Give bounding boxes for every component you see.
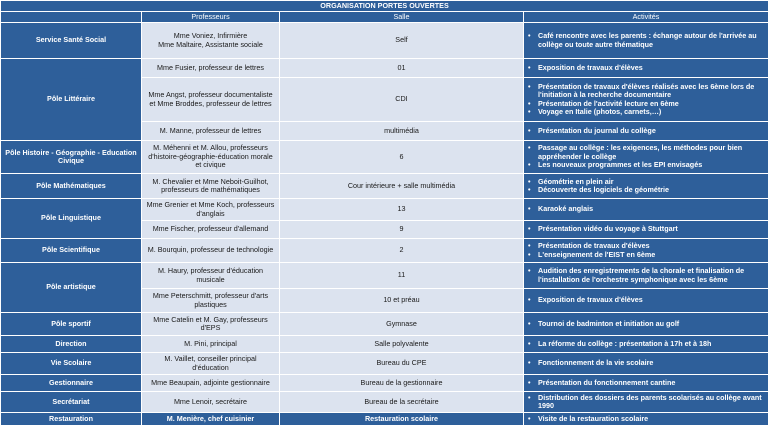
prof-cell: M. Chevalier et Mme Neboit-Guilhot, professeurs de mathématiques [142,174,280,199]
activites-cell [524,413,768,426]
title-row [1,1,768,12]
salle-cell: Cour intérieure + salle multimédia [280,174,524,199]
pole-cell: Pôle sportif [1,313,142,336]
prof-cell: Mme Peterschmitt, professeur d'arts plastiques [142,289,280,313]
table-row [1,392,768,413]
prof-cell: M. Haury, professeur d'éducation musicale [142,263,280,289]
prof-cell: Mme Voniez, Infirmière Mme Maltaire, Assistante sociale [142,23,280,59]
prof-cell: Mme Grenier et Mme Koch, professeurs d'anglais [142,199,280,221]
activity-item: • La réforme du collège : présentation à 17h et à 18h [528,340,764,348]
salle-cell: Salle polyvalente [280,336,524,353]
activites-cell [524,392,768,413]
header-professeurs: Professeurs [142,12,280,23]
activites-cell [524,289,768,313]
table-row [1,174,768,199]
activity-item: • Présentation du fonctionnement cantine [528,379,764,387]
activites-cell [524,353,768,375]
prof-cell: Mme Lenoir, secrétaire [142,392,280,413]
activites-cell [524,78,768,122]
salle-cell: multimédia [280,122,524,141]
table-row [1,239,768,263]
activity-item: • Exposition de travaux d'élèves [528,64,764,72]
activity-item: • Géométrie en plein air [528,178,764,186]
activity-item: • Exposition de travaux d'élèves [528,296,764,304]
salle-cell: 11 [280,263,524,289]
prof-cell: Mme Catelin et M. Gay, professeurs d'EPS [142,313,280,336]
table-row [1,353,768,375]
activites-cell [524,141,768,174]
activity-item: • Voyage en Italie (photos, carnets,…) [528,108,764,116]
prof-cell: Mme Fusier, professeur de lettres [142,59,280,78]
activites-cell [524,375,768,392]
salle-cell: Restauration scolaire [280,413,524,426]
activites-cell [524,174,768,199]
pole-cell: Service Santé Social [1,23,142,59]
prof-cell: M. Menière, chef cuisinier [142,413,280,426]
pole-cell: Secrétariat [1,392,142,413]
table-row [1,313,768,336]
activity-item: • Tournoi de badminton et initiation au golf [528,320,764,328]
activity-item: • Café rencontre avec les parents : échange autour de l'arrivée au collège ou toute autre thématique [528,32,764,49]
pole-cell: Pôle Mathématiques [1,174,142,199]
activites-cell [524,122,768,141]
pole-cell: Direction [1,336,142,353]
salle-cell: Bureau du CPE [280,353,524,375]
activity-item: • Présentation de l'activité lecture en 6ème [528,100,764,108]
pole-cell: Pôle Histoire - Géographie - Education Civique [1,141,142,174]
table-row [1,23,768,59]
activites-cell [524,221,768,239]
activites-cell [524,313,768,336]
prof-cell: M. Vaillet, conseiller principal d'éducation [142,353,280,375]
activity-item: • Passage au collège : les exigences, les méthodes pour bien appréhender le collège [528,144,764,161]
activity-item: • Présentation du journal du collège [528,127,764,135]
activites-cell [524,263,768,289]
header-pole [1,12,142,23]
salle-cell: 10 et préau [280,289,524,313]
activity-item: • L'enseignement de l'EIST en 6ème [528,251,764,259]
activites-cell [524,59,768,78]
salle-cell: Self [280,23,524,59]
prof-cell: Mme Beaupain, adjointe gestionnaire [142,375,280,392]
salle-cell: CDI [280,78,524,122]
prof-cell: M. Manne, professeur de lettres [142,122,280,141]
prof-cell: M. Pini, principal [142,336,280,353]
header-row [1,12,768,23]
table-row [1,336,768,353]
pole-cell: Restauration [1,413,142,426]
pole-cell: Vie Scolaire [1,353,142,375]
salle-cell: Gymnase [280,313,524,336]
pole-cell: Pôle artistique [1,263,142,313]
table-row [1,199,768,221]
activity-item: • Présentation vidéo du voyage à Stuttgart [528,225,764,233]
header-activites: Activités [524,12,768,23]
activity-item: • Présentation de travaux d'élèves [528,242,764,250]
table-row [1,59,768,78]
activity-item: • Visite de la restauration scolaire [528,415,764,423]
salle-cell: 9 [280,221,524,239]
salle-cell: 13 [280,199,524,221]
pole-cell: Gestionnaire [1,375,142,392]
prof-cell: M. Méhenni et M. Allou, professeurs d'histoire-géographie-éducation morale et civique [142,141,280,174]
activity-item: • Distribution des dossiers des parents scolarisés au collège avant 1990 [528,394,764,411]
activity-item: • Les nouveaux programmes et les EPI envisagés [528,161,764,169]
salle-cell: Bureau de la gestionnaire [280,375,524,392]
table-row [1,141,768,174]
activites-cell [524,23,768,59]
salle-cell: Bureau de la secrétaire [280,392,524,413]
activity-item: • Présentation de travaux d'élèves réalisés avec les 6ème lors de l'initiation à la recherche documentaire [528,83,764,100]
activity-item: • Découverte des logiciels de géométrie [528,186,764,194]
activity-item: • Fonctionnement de la vie scolaire [528,359,764,367]
activites-cell [524,336,768,353]
salle-cell: 01 [280,59,524,78]
pole-cell: Pôle Littéraire [1,59,142,141]
prof-cell: Mme Fischer, professeur d'allemand [142,221,280,239]
activity-item: • Audition des enregistrements de la chorale et finalisation de l'installation de l'orchestre symphonique avec les 6ème [528,267,764,284]
salle-cell: 6 [280,141,524,174]
prof-cell: Mme Angst, professeur documentaliste et Mme Broddes, professeur de lettres [142,78,280,122]
table-row [1,375,768,392]
pole-cell: Pôle Linguistique [1,199,142,239]
activites-cell [524,239,768,263]
table-title: ORGANISATION PORTES OUVERTES [1,1,768,12]
table-row [1,413,768,426]
salle-cell: 2 [280,239,524,263]
table-row [1,263,768,289]
pole-cell: Pôle Scientifique [1,239,142,263]
prof-cell: M. Bourquin, professeur de technologie [142,239,280,263]
activites-cell [524,199,768,221]
activity-item: • Karaoké anglais [528,205,764,213]
header-salle: Salle [280,12,524,23]
